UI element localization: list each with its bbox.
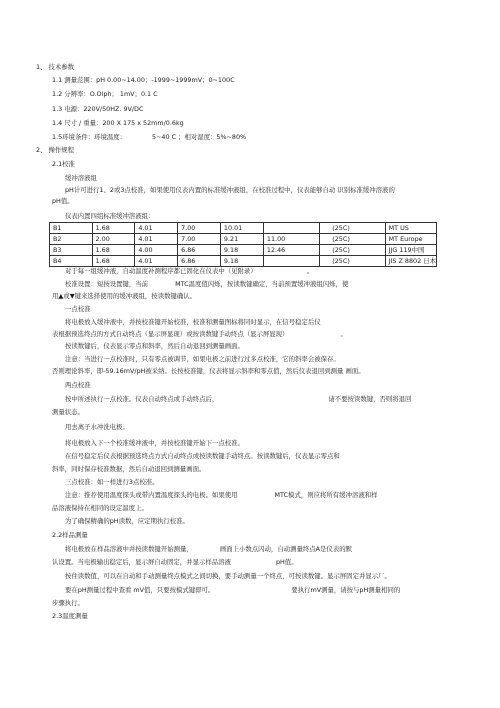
table-cell: B2: [50, 234, 93, 245]
table-cell: 12.46: [263, 245, 319, 256]
three-point-paragraph-1: 三点校准：如一样进行3点校准。: [65, 478, 159, 486]
table-cell: 11.00: [263, 234, 319, 245]
three-point-paragraph-2b: MTC模式，则应将所有缓冲溶液和样: [274, 491, 378, 499]
two-point-paragraph-1b: 请不要按读数键，否则将退回: [328, 395, 412, 403]
table-cell: B4: [50, 256, 93, 267]
table-cell: 10.01: [220, 223, 263, 234]
table-cell: B1: [50, 223, 93, 234]
one-point-paragraph-2a: 表根据预选终点的方式自动终点（显示屏显现）或按读数键手动终点（显示屏显现）: [52, 330, 289, 338]
buffer-paragraph-2: pH值。: [52, 197, 74, 205]
measure-paragraph-2: [52, 558, 298, 566]
spec-resolution: 1.2 分辨率：O.Olph； 1mV；0.1 C: [52, 90, 158, 98]
subsection-sample-measurement: 2.2样品测量: [52, 531, 88, 539]
measure-paragraph-4: [65, 586, 400, 594]
one-point-paragraph-5: 否则理论斜率，即-59.16mV/pH被采纳。长按校准键，仪表将显示斜率和零点值，然后仪表退回到测量 画面。: [52, 367, 365, 375]
measure-paragraph-2a: 认设置。当电极输出稳定后，显示屏自动固定，并显示样品溶液: [52, 558, 231, 566]
measure-paragraph-3: 按住读数值，可以在自动和手动测量终点模式之间切换，要手动测量一个终点，可按读数键。显示屏固定并显示厂。: [65, 572, 391, 580]
spec-environment: 1.5环境条件：环境温度：: [52, 133, 127, 141]
table-cell: 1.68: [92, 245, 135, 256]
measure-paragraph-1: [65, 545, 352, 553]
spec-size-weight: 1.4 尺寸 / 重量：200 X 175 x 52mm/0.6kg: [52, 119, 184, 127]
buffer-table: [49, 222, 437, 267]
table-cell: 1.68: [92, 223, 135, 234]
table-cell: MT US: [385, 223, 436, 234]
two-point-paragraph-4: 将电极放入下一个校准缓冲液中，并按校准键开始下一点校准。: [65, 439, 244, 447]
spec-range: 1.1 测量范围：pH 0.00~14.00；-1999~1999mV；0~100C: [52, 76, 235, 84]
one-point-paragraph-2b: 。: [340, 330, 347, 338]
calib-setting-a: 校准设置：短按设置键，当前: [65, 280, 149, 288]
table-row: [50, 234, 437, 245]
table-cell: (25C): [320, 234, 385, 245]
one-point-paragraph-4: 注意：当进行一点校准时，只有零点被调节，如果电极之前进行过多点校准，它的斜率会被保存。: [65, 355, 340, 363]
buffer-paragraph-1: pH计可进行1、2或3点校准，如果使用仪表内置的标准缓冲液组，在校准过程中，仪表能够自动 识别标准缓冲溶液的: [65, 186, 395, 194]
two-point-paragraph-5: 在信号稳定后仪表根据预选终点方式自动终点或按读数键手动终点。按读数键后，仪表显示零点和: [65, 452, 340, 460]
table-cell: 7.00: [178, 223, 221, 234]
table-cell: 9.18: [220, 256, 263, 267]
after-table-text: [65, 267, 313, 275]
spec-power: 1.3 电源：220V/50HZ. 9V/DC: [52, 105, 144, 113]
table-cell: [263, 256, 319, 267]
table-cell: 1.68: [92, 256, 135, 267]
table-cell: 6.86: [178, 245, 221, 256]
spec-environment-values: 5~40 C ；相对湿度：5%~80%: [152, 133, 247, 141]
table-cell: JJG 119中国: [385, 245, 436, 256]
section-1-heading: 1、 技术参数: [36, 63, 75, 71]
two-point-title: 两点校准: [65, 381, 91, 389]
table-cell: 7.00: [178, 234, 221, 245]
measure-paragraph-5: 步骤执行。: [52, 599, 84, 607]
three-point-paragraph-4: 为了确保精确的pH读数，应定期执行校准。: [65, 517, 189, 525]
table-row: [50, 223, 437, 234]
table-cell: (25C): [320, 256, 385, 267]
table-cell: (25C): [320, 245, 385, 256]
one-point-title: 一点校准: [65, 305, 91, 313]
measure-paragraph-4a: 要在pH测量过程中查看 mV值，只要按模式键即可。: [65, 586, 215, 594]
table-cell: 6.86: [178, 256, 221, 267]
calib-setting-line-1: [65, 280, 348, 288]
measure-paragraph-1a: 将电极放在样品溶液中并按读数键开始测量，: [65, 545, 193, 553]
table-cell: (25C): [320, 223, 385, 234]
section-2-heading: 2、 操作规程: [36, 146, 75, 154]
one-point-paragraph-2: [52, 330, 347, 338]
subsection-temperature-measurement: 2.3温度测量: [52, 612, 88, 620]
two-point-paragraph-6: 斜率，同时保存校准数据，然后自动退回到测量画面。: [52, 465, 206, 473]
after-table-text-b: 。: [306, 267, 314, 275]
table-cell: 4.01: [135, 256, 178, 267]
measure-paragraph-1b: 画面上小数点闪动，自动测量终点A是仪表的默: [219, 545, 352, 553]
three-point-paragraph-2a: 注意：推荐使用温度探头或带内置温度探头的电极。如果使用: [65, 491, 238, 499]
table-cell: 4.01: [135, 234, 178, 245]
one-point-paragraph-3: 按读数键后，仪表显示零点和斜率，然后自动退回到测量画面。: [65, 342, 244, 350]
buffer-title: 缓冲溶液组: [65, 174, 97, 182]
table-cell: 9.21: [220, 234, 263, 245]
table-cell: 4.00: [135, 245, 178, 256]
table-cell: [263, 223, 319, 234]
table-row: [50, 256, 437, 267]
measure-paragraph-4b: 要执行mV测量，请按与pH测量相同的: [291, 586, 401, 594]
table-caption: 仪表内置四组标准缓冲溶液组：: [65, 212, 155, 220]
subsection-calibration: 2.1校准: [52, 160, 75, 168]
two-point-paragraph-3: 用去离子水冲洗电极。: [65, 423, 129, 431]
three-point-paragraph-3: 品溶液保持在相同的设定温度上。: [52, 504, 148, 512]
table-cell: 2.00: [92, 234, 135, 245]
two-point-paragraph-1a: 按中所述执行一点校准。仪表自动终点或手动终点后，: [65, 395, 219, 403]
table-row: [50, 245, 437, 256]
table-cell: 9.18: [220, 245, 263, 256]
three-point-paragraph-2: [65, 491, 378, 499]
one-point-paragraph-1: 将电极放入缓冲液中，并按校准键开始校准，校准和测量图标将同时显示，在信号稳定后仪: [65, 318, 321, 326]
two-point-paragraph-1: [65, 395, 411, 403]
measure-paragraph-2b: pH值。: [275, 558, 298, 566]
table-cell: B3: [50, 245, 93, 256]
calib-setting-line-2: 用▲或▼键来选择使用的缓冲液组，按读数键确认。: [52, 292, 197, 300]
calib-setting-b: MTC温度值闪烁，按读数键确定，当前预置缓冲液组闪烁，使: [175, 280, 349, 288]
table-cell: MT Europe: [385, 234, 436, 245]
table-cell: 4.01: [135, 223, 178, 234]
table-cell: JIS Z 8802 日本: [385, 256, 436, 267]
two-point-paragraph-2: 测量状态。: [52, 408, 84, 416]
after-table-text-a: 对于每一组缓冲液，自动温度补测程序都已固化在仪表中（见附录）: [65, 267, 257, 275]
